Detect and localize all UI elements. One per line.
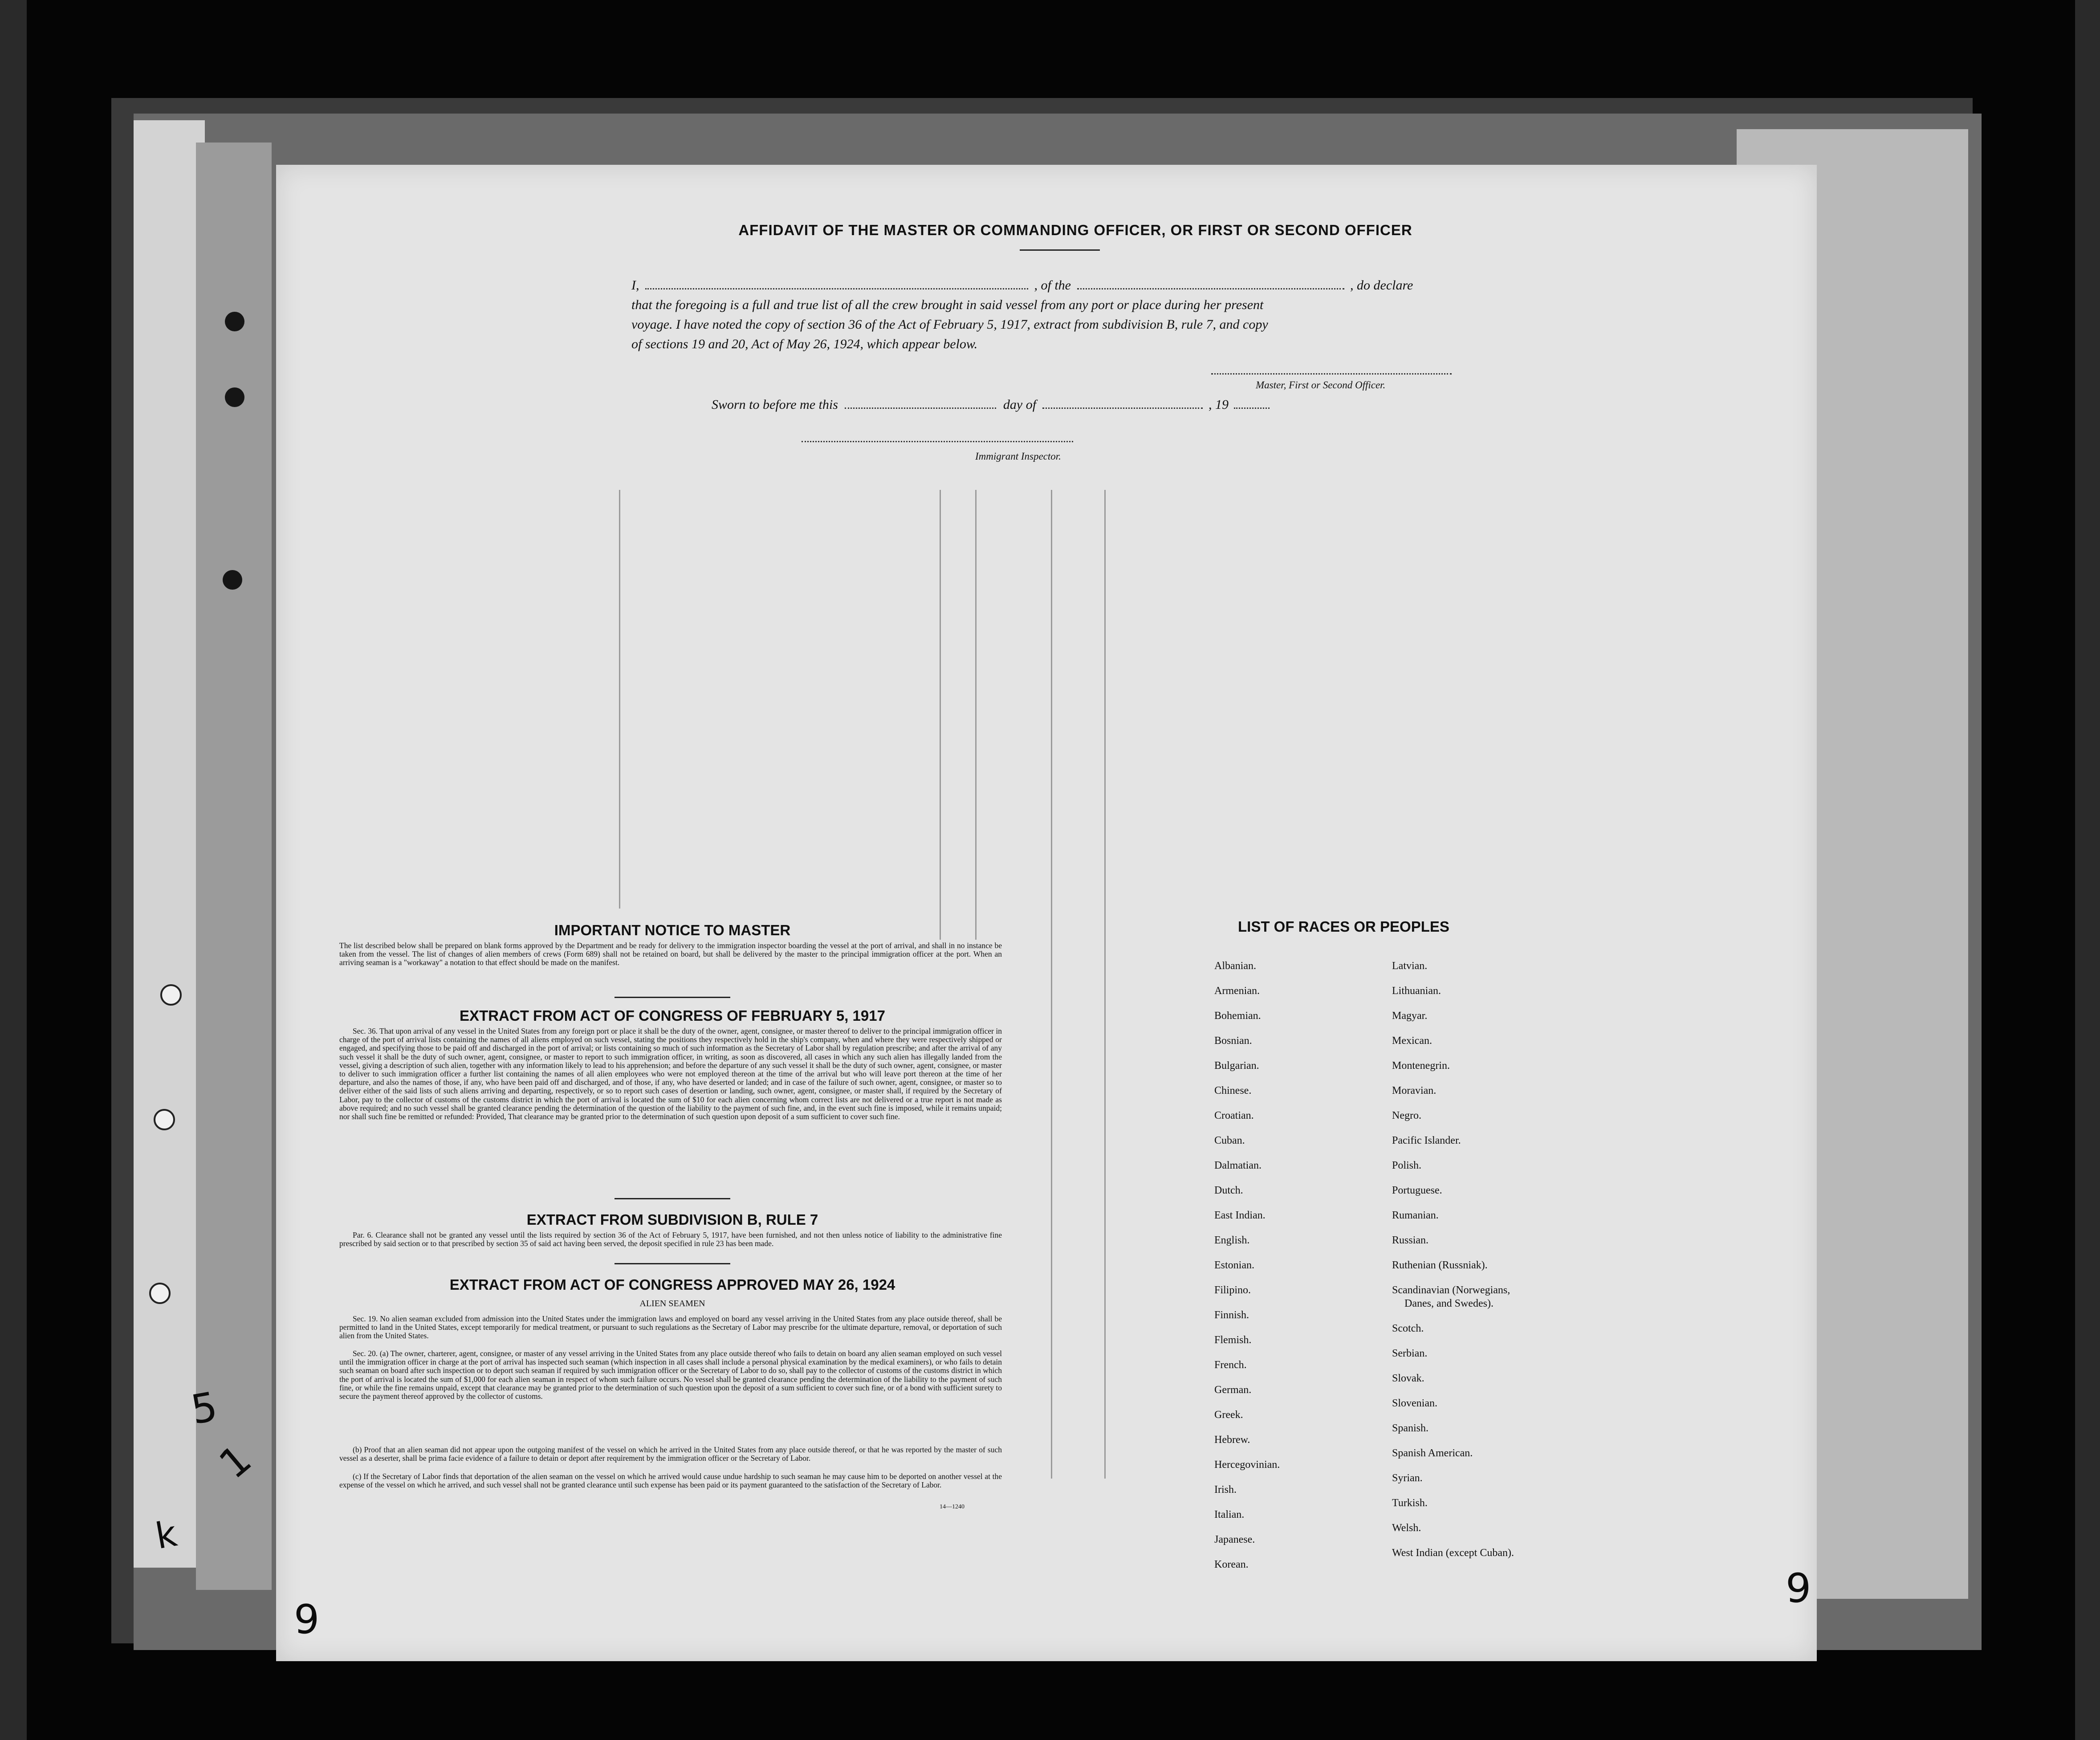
race-item: Dutch.	[1214, 1185, 1243, 1196]
race-item: Turkish.	[1392, 1497, 1428, 1509]
race-item: Slovenian.	[1392, 1398, 1437, 1409]
subdivision-text: Par. 6. Clearance shall not be granted any vessel until the lists required by section 36 of the Act of February 5, 1917, have been furnished, and not then unless notice of liability to the administrative fine prescribed by said section or to that prescribed by section 35 of said act having been served, the deposit specified in rule 23 has been made.	[339, 1231, 1002, 1248]
title-divider	[1020, 249, 1100, 251]
sworn-year-prefix: , 19	[1209, 397, 1229, 412]
race-item: Negro.	[1392, 1110, 1421, 1121]
table-rule	[619, 490, 620, 909]
act-1917-heading: EXTRACT FROM ACT OF CONGRESS OF FEBRUARY 5, 1917	[460, 1007, 885, 1024]
declarant-name-field[interactable]	[645, 279, 1028, 289]
act-1924-section-20c: (c) If the Secretary of Labor finds that deportation of the alien seaman on the vessel on which he arrived would cause undue hardship to such seaman he may cause him to be deported on another vessel at the expense of the vessel on which he arrived, and such vessel shall not be granted clearance until such expense has been paid or its payment guaranteed to the satisfaction of the Secretary of Labor.	[339, 1472, 1002, 1490]
margin-mark-six-left: 6	[294, 1594, 320, 1641]
sworn-line	[712, 395, 1290, 415]
race-item: Japanese.	[1214, 1534, 1255, 1545]
table-rule	[975, 490, 977, 940]
race-item: Latvian.	[1392, 960, 1428, 972]
master-signature-caption: Master, First or Second Officer.	[1256, 379, 1386, 391]
race-item: Bohemian.	[1214, 1010, 1261, 1022]
subdivision-divider	[615, 1263, 730, 1264]
punch-hole	[225, 312, 244, 331]
left-sheet-edge-2	[196, 143, 272, 1590]
declarant-prefix: I,	[631, 278, 639, 293]
race-item: Hercegovinian.	[1214, 1459, 1280, 1471]
race-item: Slovak.	[1392, 1373, 1424, 1384]
race-item: Montenegrin.	[1392, 1060, 1450, 1072]
race-item: West Indian (except Cuban).	[1392, 1547, 1514, 1559]
punch-hole	[154, 1109, 175, 1130]
vessel-name-field[interactable]	[1077, 279, 1344, 289]
table-rule	[1051, 490, 1052, 1479]
race-item: Welsh.	[1392, 1522, 1421, 1534]
sworn-day-of: day of	[1003, 397, 1037, 412]
race-item: Greek.	[1214, 1409, 1243, 1421]
notice-divider	[615, 997, 730, 998]
races-column-1	[1214, 960, 1384, 1584]
subdivision-heading: EXTRACT FROM SUBDIVISION B, RULE 7	[526, 1211, 818, 1228]
margin-mark-five: 5	[187, 1383, 221, 1434]
race-item: French.	[1214, 1359, 1247, 1371]
form-number: 14—1240	[940, 1504, 965, 1510]
punch-hole	[160, 984, 182, 1006]
race-item: Serbian.	[1392, 1348, 1428, 1359]
act-1924-heading: EXTRACT FROM ACT OF CONGRESS APPROVED MAY 26, 1924	[449, 1276, 895, 1293]
margin-mark-one: 1	[210, 1435, 260, 1488]
race-item: Hebrew.	[1214, 1434, 1250, 1446]
act-1917-section-36: Sec. 36. That upon arrival of any vessel in the United States from any foreign port or place it shall be the duty of the owner, agent, consignee, or master thereof to deliver to the principal immigration officer in charge of the port of arrival lists containing the names of all aliens employed on such vessel, stating the positions they respectively hold in the ship's company, when and where they were respectively shipped or engaged, and specifying those to be paid off and discharged in the port of arrival; or lists containing so much of such information as the Secretary of Labor shall by regulation prescribe; and after the arrival of any such vessel it shall be the duty of such owner, agent, consignee, or master to report to such immigration officer, in writing, as soon as discovered, all cases in which any such alien has illegally landed from the vessel, giving a description of such alien, together with any information likely to lead to his apprehension; and before the departure of any such vessel it shall be the duty of such owner, agent, consignee, or master to deliver to such immigration officer a further list containing the names of all alien employees who were not employed thereon at the time of the arrival but who will leave port thereon at the time of her departure, and also the names of those, if any, who have been paid off and discharged, and of those, if any, who have deserted or landed; and in case of the failure of such owner, agent, consignee, or master so to deliver either of the said lists of such aliens arriving and departing, respectively, or so to report such cases of desertion or landing, such owner, agent, consignee, or master shall, if required by the Secretary of Labor, pay to the collector of customs of the customs district in which the port of arrival is located the sum of $10 for each alien concerning whom correct lists are not delivered or a true report is not made as above required; and no such vessel shall be granted clearance pending the determination of the question of the liability to the payment of such fine, and, in the event such fine is imposed, while it remains unpaid; nor shall such fine be remitted or refunded: Provided, That clearance may be granted prior to the determination of such question upon deposit of a sum sufficient to cover such fine.	[339, 1027, 1002, 1121]
race-item: Russian.	[1392, 1235, 1429, 1246]
race-item: Italian.	[1214, 1509, 1245, 1520]
act-1924-section-20b: (b) Proof that an alien seaman did not appear upon the outgoing manifest of the vessel on which he arrived in the United States from any place outside thereof, or that he was reported by the master of such vessel as a deserter, shall be prima facie evidence of a failure to detain or deport after requirement by the immigration officer or the Secretary of Labor.	[339, 1445, 1002, 1463]
race-item: Korean.	[1214, 1559, 1249, 1570]
races-column-2	[1392, 960, 1606, 1572]
race-item: Chinese.	[1214, 1085, 1252, 1096]
punch-hole	[223, 570, 242, 590]
race-item: Bosnian.	[1214, 1035, 1252, 1047]
act-1924-section-19: Sec. 19. No alien seaman excluded from admission into the United States under the immigration laws and employed on board any vessel arriving in the United States from any place outside thereof, shall be permitted to land in the United States, except temporarily for medical treatment, or pursuant to such regulations as the Secretary of Labor may prescribe for the ultimate departure, removal, or deportation of such alien from the United States.	[339, 1314, 1002, 1341]
race-item: Mexican.	[1392, 1035, 1432, 1047]
scanner-frame-left	[0, 0, 27, 1740]
race-item: Lithuanian.	[1392, 985, 1441, 997]
race-item: Moravian.	[1392, 1085, 1437, 1096]
master-signature-field[interactable]	[1211, 373, 1452, 375]
declaration-line-2: that the foregoing is a full and true list of all the crew brought in said vessel from any port or place during her present	[631, 297, 1264, 312]
race-item: Cuban.	[1214, 1135, 1245, 1146]
notice-text: The list described below shall be prepared on blank forms approved by the Department and be ready for delivery to the immigration inspector boarding the vessel at the port of arrival, and shall in no instance be taken from the vessel. The list of changes of alien members of crews (Form 689) shall not be retained on board, but shall be delivered by the master to the principal immigration officer at the port. When an arriving seaman is a "workaway" a notation to that effect should be made on the manifest.	[339, 941, 1002, 967]
alien-seamen-subheading: ALIEN SEAMEN	[639, 1299, 705, 1308]
race-item: Syrian.	[1392, 1472, 1423, 1484]
sworn-year-field[interactable]	[1234, 399, 1270, 409]
race-item: Scotch.	[1392, 1323, 1424, 1334]
inspector-signature-field[interactable]	[802, 441, 1073, 442]
race-item: German.	[1214, 1384, 1252, 1396]
race-item: Spanish.	[1392, 1422, 1429, 1434]
sworn-day-field[interactable]	[845, 399, 996, 409]
table-rule	[940, 490, 941, 940]
race-item: Croatian.	[1214, 1110, 1254, 1121]
race-item: Bulgarian.	[1214, 1060, 1259, 1072]
declaration-line-4: of sections 19 and 20, Act of May 26, 1924, which appear below.	[631, 337, 978, 351]
declaration-line-3: voyage. I have noted the copy of section 36 of the Act of February 5, 1917, extract from subdivision B, rule 7, and copy	[631, 317, 1268, 332]
race-item: Ruthenian (Russniak).	[1392, 1259, 1488, 1271]
race-item: Albanian.	[1214, 960, 1256, 972]
declare-suffix: , do declare	[1350, 278, 1413, 293]
vessel-prefix: , of the	[1034, 278, 1071, 293]
act-1924-section-20a: Sec. 20. (a) The owner, charterer, agent, consignee, or master of any vessel arriving in the United States from any place outside thereof who fails to detain on board any alien seaman employed on such vessel until the immigration officer in charge at the port of arrival has inspected such seaman (which inspection in all cases shall include a personal physical examination by the medical examiners), or who fails to detain such seaman on board after such inspection or to deport such seaman if required by such immigration officer or the Secretary of Labor to do so, shall pay to the collector of customs of the customs district in which the port of arrival is located the sum of $1,000 for each alien seaman in respect of whom such failure occurs. No vessel shall be granted clearance pending the determination of the liability to the payment of such fine, or while the fine remains unpaid, except that clearance may be granted prior to the determination of such question upon the deposit of a sum sufficient to cover such fine, or of a bond with sufficient surety to secure the payment thereof approved by the collector of customs.	[339, 1349, 1002, 1401]
race-item: Portuguese.	[1392, 1185, 1442, 1196]
race-item: Rumanian.	[1392, 1210, 1439, 1221]
scanner-frame-right	[2075, 0, 2100, 1740]
left-sheet-edge	[134, 120, 205, 1568]
race-item: Flemish.	[1214, 1334, 1252, 1346]
affidavit-title: AFFIDAVIT OF THE MASTER OR COMMANDING OFFICER, OR FIRST OR SECOND OFFICER	[738, 222, 1412, 238]
table-rule	[1104, 490, 1106, 1479]
race-item: Magyar.	[1392, 1010, 1428, 1022]
punch-hole	[149, 1283, 171, 1304]
race-item: Scandinavian (Norwegians,	[1392, 1284, 1510, 1296]
race-item: Polish.	[1392, 1160, 1422, 1171]
race-item: Armenian.	[1214, 985, 1260, 997]
race-item: Filipino.	[1214, 1284, 1251, 1296]
margin-mark-k: k	[152, 1512, 180, 1557]
act-1917-divider	[615, 1198, 730, 1199]
race-item: East Indian.	[1214, 1210, 1266, 1221]
race-item: Danes, and Swedes).	[1404, 1298, 1494, 1309]
race-item: Dalmatian.	[1214, 1160, 1262, 1171]
inspector-signature-caption: Immigrant Inspector.	[975, 451, 1061, 462]
race-item: English.	[1214, 1235, 1250, 1246]
sworn-prefix: Sworn to before me this	[712, 397, 838, 412]
notice-heading: IMPORTANT NOTICE TO MASTER	[554, 922, 791, 938]
race-item: Pacific Islander.	[1392, 1135, 1461, 1146]
punch-hole	[225, 387, 244, 407]
sworn-month-field[interactable]	[1042, 399, 1203, 409]
race-item: Estonian.	[1214, 1259, 1254, 1271]
margin-mark-six-right: 6	[1786, 1563, 1811, 1610]
race-item: Finnish.	[1214, 1309, 1249, 1321]
race-item: Spanish American.	[1392, 1447, 1473, 1459]
race-item: Irish.	[1214, 1484, 1237, 1496]
declaration-line-1	[631, 275, 1486, 296]
races-heading: LIST OF RACES OR PEOPLES	[1238, 918, 1449, 935]
